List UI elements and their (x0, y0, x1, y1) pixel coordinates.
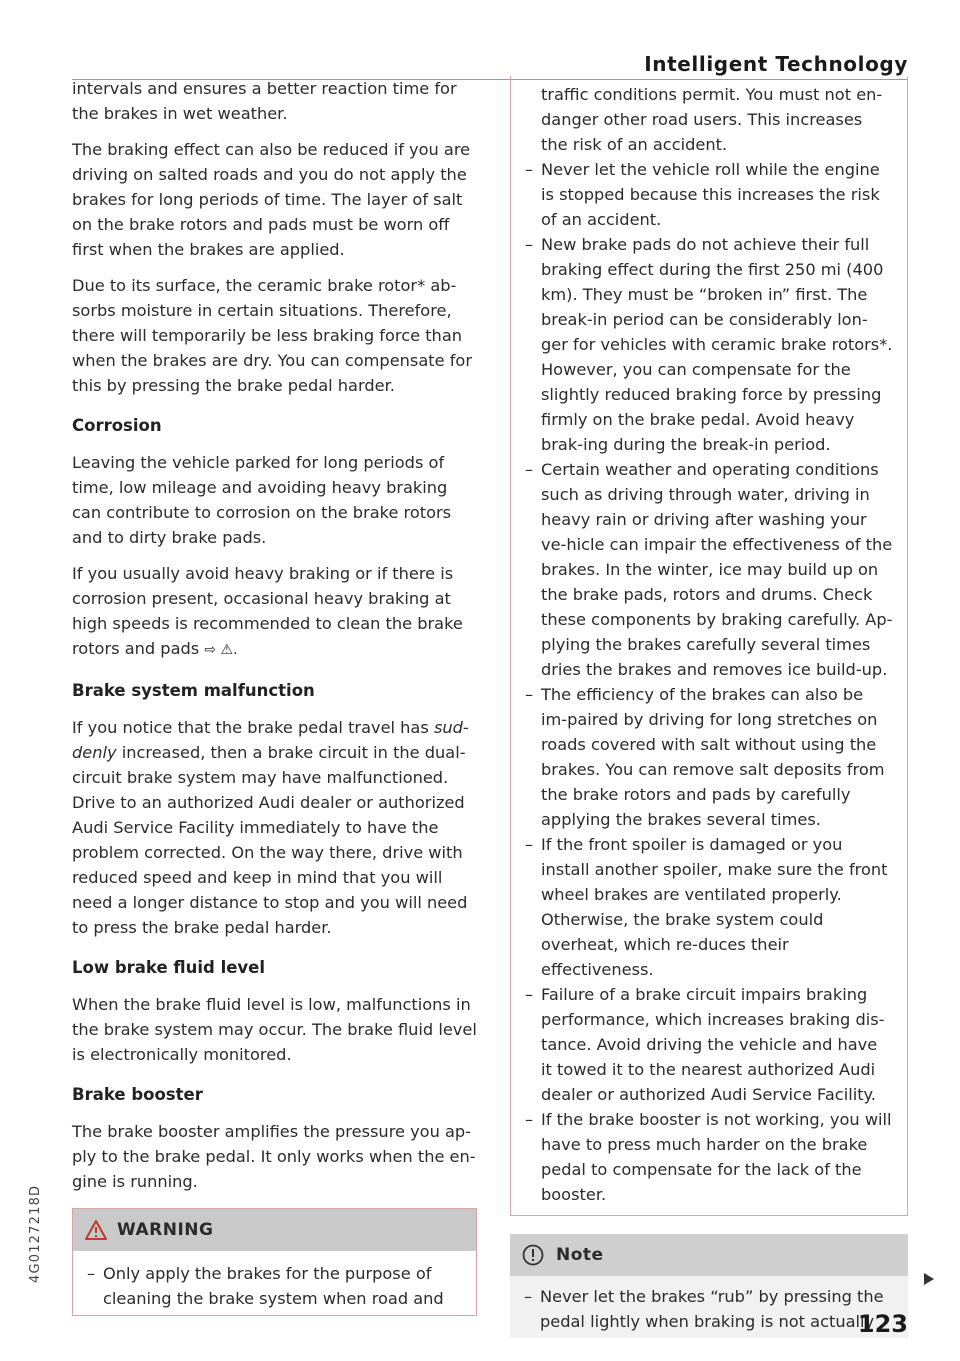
paragraph: Due to its surface, the ceramic brake rotor* ab-sorbs moisture in certain situations. Therefore, there will temporarily be less braking force than when the brakes are dry. You can compensate for this by pressing the brake pedal harder. (72, 276, 472, 395)
heading-brake-booster: Brake booster (72, 1085, 203, 1104)
dash-bullet: – (525, 985, 534, 1004)
list-item (525, 682, 893, 832)
paragraph (72, 715, 477, 940)
list-item (525, 832, 893, 982)
dash-bullet: – (525, 160, 534, 179)
note-header (510, 1234, 908, 1276)
paragraph (72, 561, 477, 663)
list-item (525, 982, 893, 1107)
paragraph-text: increased, then a brake circuit in the dual-circuit brake system may have malfunctioned. Drive to an authorized Audi dealer or authorized Audi Service Facility immediately to have the problem corrected. On the way there, drive with reduced speed and keep in mind that you will need a longer distance to stop and you will need to press the brake pedal harder. (72, 743, 468, 937)
list-item (525, 157, 893, 232)
dash-bullet: – (525, 835, 534, 854)
list-item (525, 1107, 893, 1207)
dash-bullet: – (87, 1264, 96, 1283)
paragraph: When the brake fluid level is low, malfunctions in the brake system may occur. The brake fluid level is electronically monitored. (72, 995, 477, 1064)
warning-label: WARNING (117, 1219, 214, 1240)
page-number: 123 (857, 1310, 908, 1338)
dash-bullet: – (525, 685, 534, 704)
paragraph: Leaving the vehicle parked for long periods of time, low mileage and avoiding heavy braking can contribute to corrosion on the brake rotors and to dirty brake pads. (72, 453, 452, 547)
list-item-continued (525, 82, 893, 157)
dash-bullet: – (525, 1110, 534, 1129)
warning-reference-link[interactable]: ⇨ ⚠. (204, 642, 238, 658)
list-item (525, 232, 893, 457)
list-item-text: Failure of a brake circuit impairs braking performance, which increases braking dis-tance. Avoid driving the vehicle and have it towed it to the nearest authorized Audi dealer or authorized Audi Service Facility. (541, 985, 885, 1104)
dash-bullet: – (525, 235, 534, 254)
list-item-text: New brake pads do not achieve their full braking effect during the first 250 mi (400 km). They must be “broken in” first. The break-in period can be considerably lon-ger for vehicles with ceramic brake rotors*. However, you can compensate for the slightly reduced braking force by pressing firmly on the brake pedal. Avoid heavy brak-ing during the break-in period. (541, 235, 893, 454)
warning-box-continued (510, 76, 908, 1216)
list-item-text: The efficiency of the brakes can also be im-paired by driving for long stretches on roads covered with salt without using the brakes. You can remove salt deposits from the brake rotors and pads by carefully applying the brakes several times. (541, 685, 885, 829)
right-column (510, 76, 908, 1338)
warning-header (73, 1209, 476, 1251)
heading-corrosion: Corrosion (72, 416, 162, 435)
note-box (510, 1234, 908, 1338)
note-info-icon (522, 1244, 544, 1266)
paragraph: The braking effect can also be reduced if you are driving on salted roads and you do not apply the brakes for long periods of time. The layer of salt on the brake rotors and pads must be worn off first when the brakes are applied. (72, 140, 471, 259)
list-item-text: Only apply the brakes for the purpose of cleaning the brake system when road and (103, 1264, 444, 1308)
list-item-text: traffic conditions permit. You must not en-danger other road users. This increases the risk of an accident. (541, 85, 883, 154)
warning-body (73, 1251, 476, 1315)
heading-brake-system-malfunction: Brake system malfunction (72, 681, 315, 700)
list-item-text: If the front spoiler is damaged or you install another spoiler, make sure the front wheel brakes are ventilated properly. Otherwise, the brake system could overheat, which re-duces their effectiveness. (541, 835, 888, 979)
warning-box (72, 1208, 477, 1316)
list-item-text: Never let the vehicle roll while the engine is stopped because this increases the risk of an accident. (541, 160, 880, 229)
paragraph-text: If you usually avoid heavy braking or if there is corrosion present, occasional heavy braking at high speeds is recommended to clean the brake rotors and pads (72, 564, 463, 658)
dash-bullet: – (524, 1287, 533, 1306)
list-item-text: Certain weather and operating conditions such as driving through water, driving in heavy rain or driving after washing your ve-hicle can impair the effectiveness of the brakes. In the winter, ice may build up on the brake pads, rotors and drums. Check these components by braking carefully. Ap-plying the brakes carefully several times dries the brakes and removes ice build-up. (541, 460, 893, 679)
emphasis-text: sud-denly (72, 718, 469, 762)
list-item (87, 1261, 462, 1311)
left-column (72, 76, 477, 1316)
note-body (510, 1276, 908, 1338)
section-title: Intelligent Technology (644, 52, 908, 76)
list-item-text: If the brake booster is not working, you will have to press much harder on the brake pedal to compensate for the lack of the booster. (541, 1110, 892, 1204)
note-label: Note (556, 1244, 604, 1265)
dash-bullet: – (525, 460, 534, 479)
heading-low-brake-fluid-level: Low brake fluid level (72, 958, 266, 977)
warning-triangle-icon (85, 1220, 107, 1240)
continue-arrow-icon (922, 1272, 936, 1286)
paragraph: The brake booster amplifies the pressure you ap-ply to the brake pedal. It only works when the en-gine is running. (72, 1122, 476, 1191)
list-item (525, 457, 893, 682)
document-code: 4G0127218D (28, 1184, 43, 1283)
list-item (524, 1284, 894, 1334)
paragraph: intervals and ensures a better reaction time for the brakes in wet weather. (72, 79, 457, 123)
list-item-text: Never let the brakes “rub” by pressing the pedal lightly when braking is not actually (540, 1287, 884, 1331)
paragraph-text: If you notice that the brake pedal travel has (72, 718, 429, 737)
